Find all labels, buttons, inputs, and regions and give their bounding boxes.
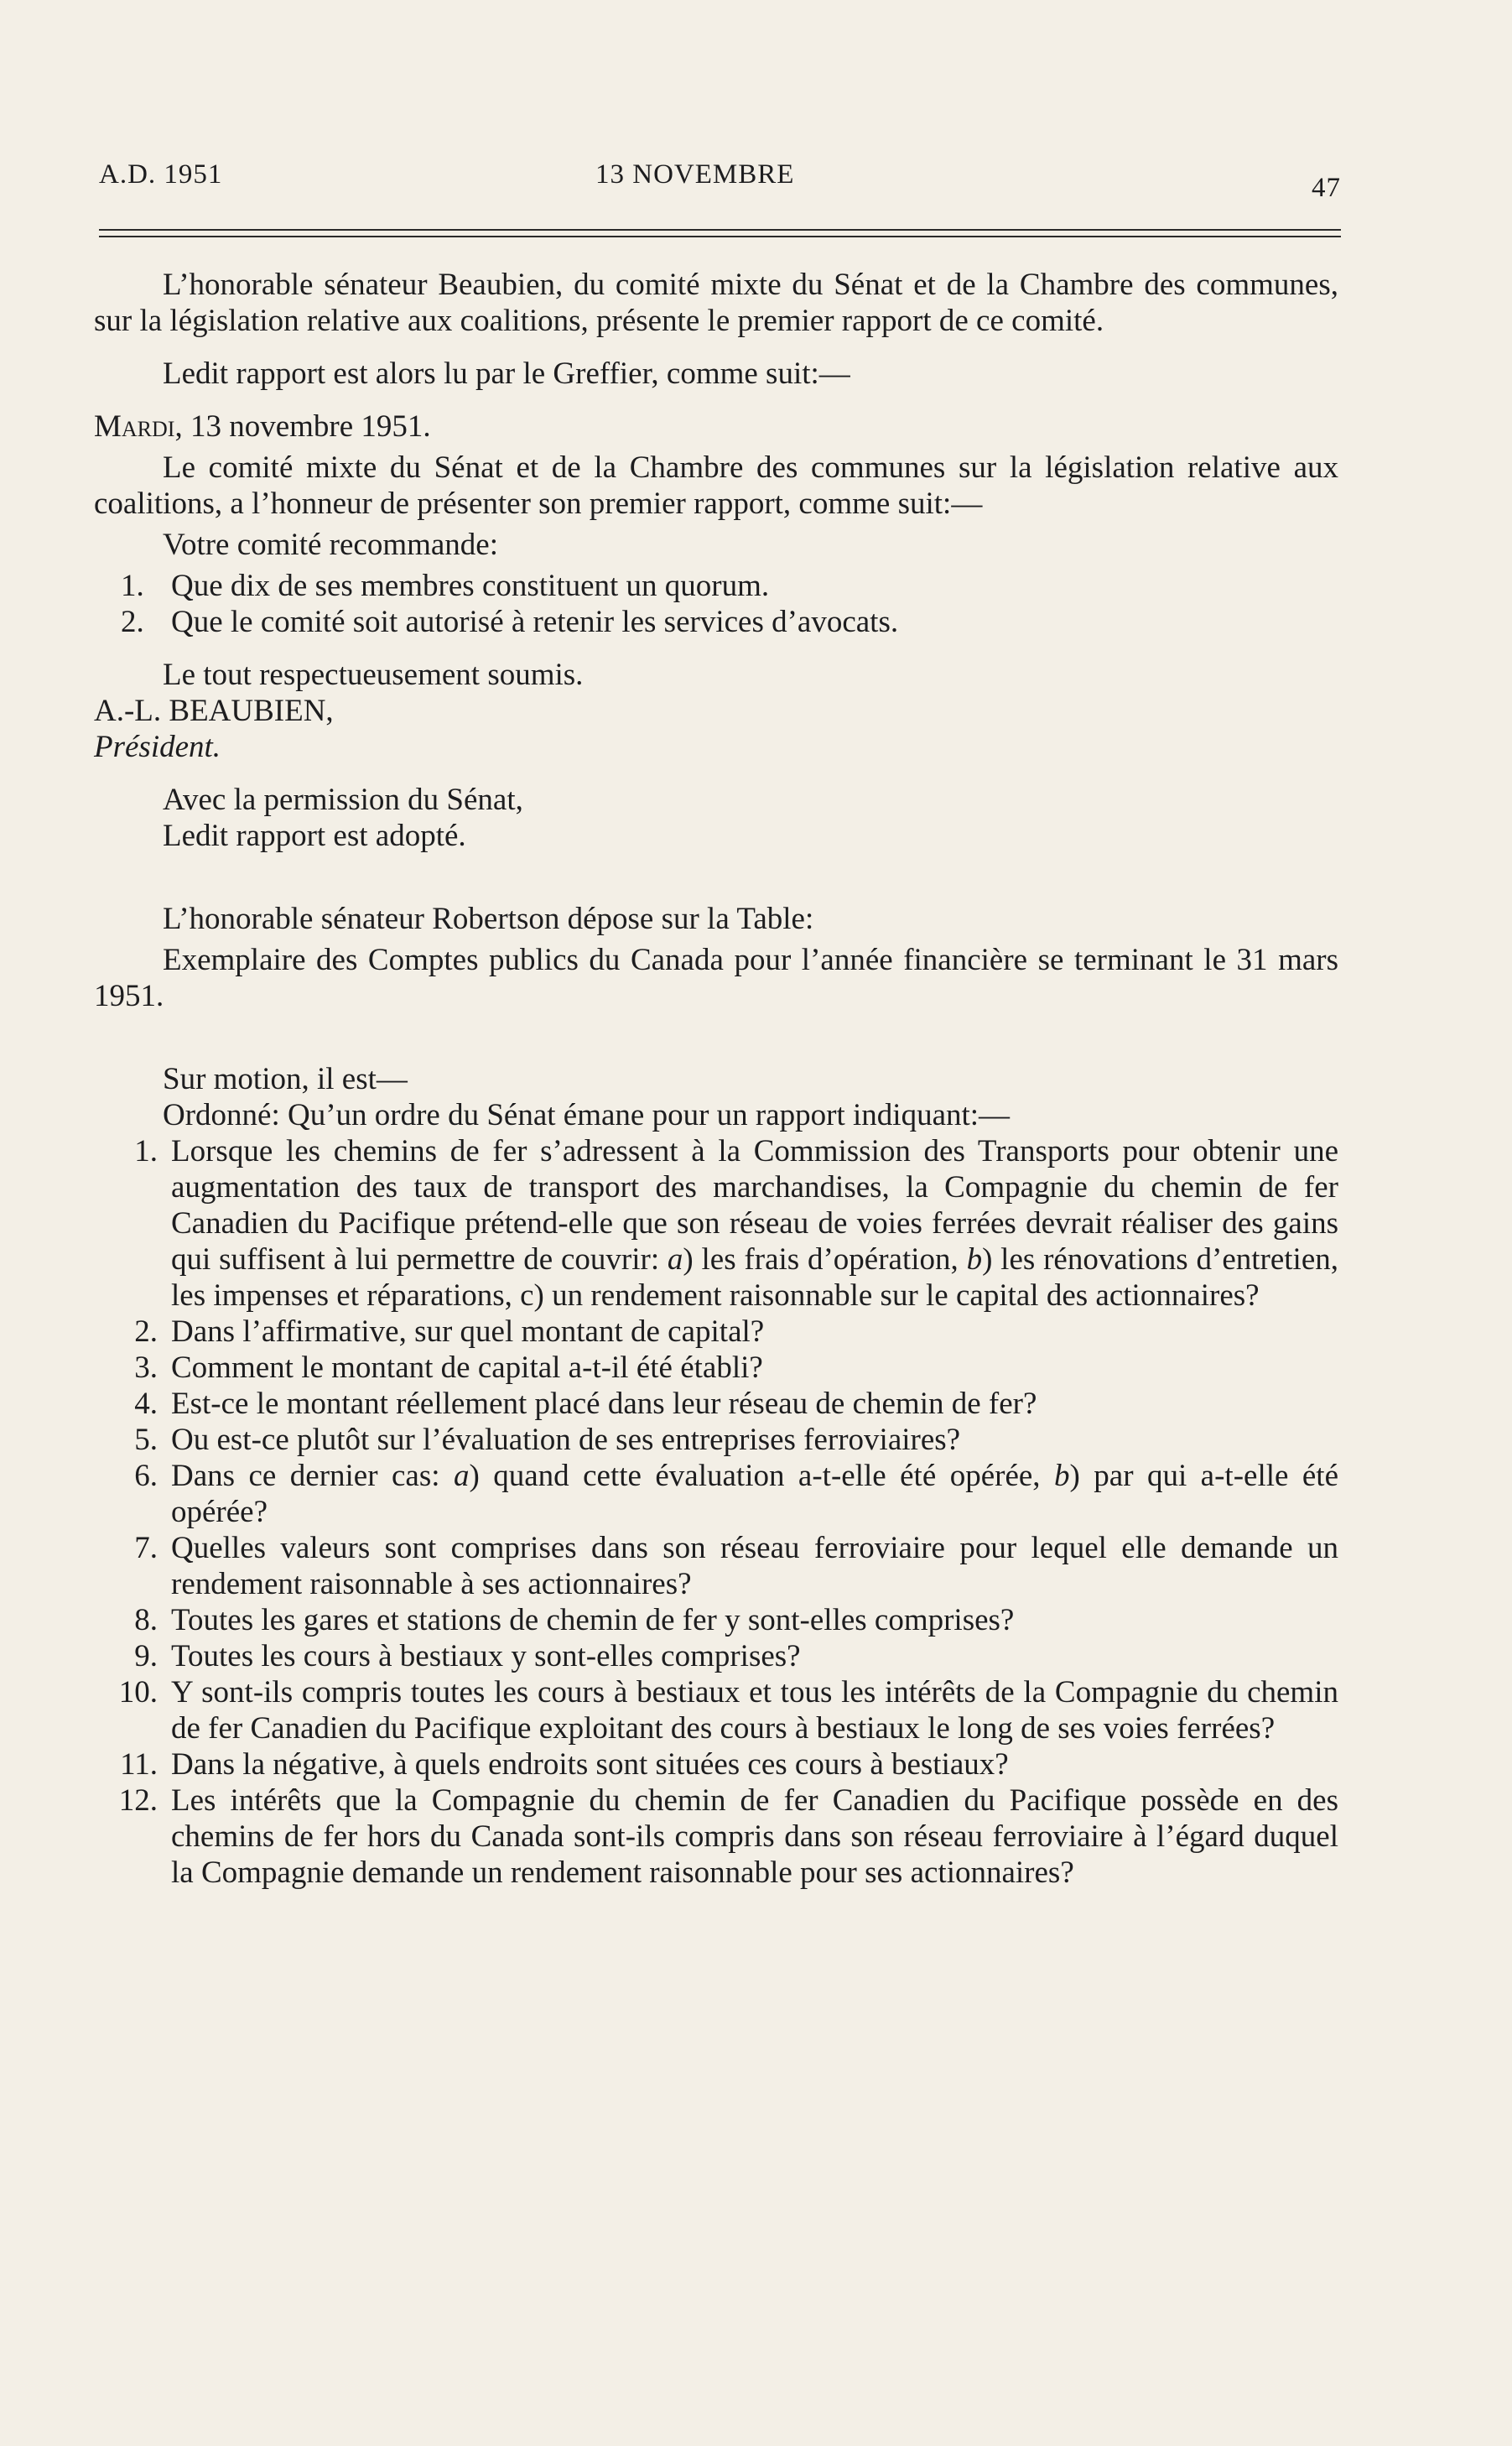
question-text-part: Y sont-ils compris toutes les cours à bestiaux et tous les intérêts de la Compagnie du chemin de fer Canadien du Pacifique exploitant des cours à bestiaux le long de ses voies ferrées? <box>171 1675 1338 1746</box>
question-text <box>171 1674 1338 1746</box>
question-text <box>171 1602 1338 1638</box>
question-number: 2. <box>134 1314 158 1349</box>
question-text-part: b <box>1054 1459 1070 1493</box>
page-number: 47 <box>1312 173 1341 203</box>
question-text <box>171 1782 1338 1891</box>
question-number: 12. <box>118 1783 158 1818</box>
report-intro-paragraph: L’honorable sénateur Beaubien, du comité mixte du Sénat et de la Chambre des communes, sur la législation relative aux coalitions, présente le premier rapport de ce comité. <box>94 268 1338 338</box>
question-item <box>94 1386 1338 1422</box>
report-read-paragraph: Ledit rapport est alors lu par le Greffier, comme suit:— <box>163 356 850 391</box>
recommendation-text: Que le comité soit autorisé à retenir les services d’avocats. <box>171 605 899 639</box>
question-text-part: b <box>966 1242 983 1277</box>
question-number: 3. <box>134 1351 158 1385</box>
question-text-part: a <box>453 1459 470 1493</box>
permission-line: Avec la permission du Sénat, <box>163 783 523 817</box>
question-text <box>171 1314 1338 1350</box>
report-date-day: Mardi <box>94 409 175 444</box>
question-text-part: Comment le montant de capital a-t-il été établi? <box>171 1351 763 1385</box>
question-text-part: Est-ce le montant réellement placé dans leur réseau de chemin de fer? <box>171 1387 1037 1421</box>
header-year: A.D. 1951 <box>99 159 223 190</box>
question-text-part: Dans l’affirmative, sur quel montant de capital? <box>171 1314 765 1349</box>
question-text-part: a <box>667 1242 683 1277</box>
question-text-part: Dans la négative, à quels endroits sont situées ces cours à bestiaux? <box>171 1747 1009 1782</box>
question-text <box>171 1422 1338 1458</box>
question-text-part: Ou est-ce plutôt sur l’évaluation de ses entreprises ferroviaires? <box>171 1423 961 1457</box>
question-text-part: Dans ce dernier cas: <box>171 1459 454 1493</box>
question-number: 5. <box>134 1423 158 1457</box>
question-number: 8. <box>134 1603 158 1637</box>
question-text-part: ) quand cette évaluation a-t-elle été opérée, <box>469 1459 1054 1493</box>
robertson-tabled-line: L’honorable sénateur Robertson dépose sur la Table: <box>163 902 814 936</box>
question-text <box>171 1386 1338 1422</box>
header-date: 13 NOVEMBRE <box>595 159 795 190</box>
robertson-item-paragraph: Exemplaire des Comptes publics du Canada pour l’année financière se terminant le 31 mars 1951. <box>94 943 1338 1013</box>
question-text <box>171 1133 1338 1314</box>
recommendations-list <box>94 568 1338 640</box>
question-number: 9. <box>134 1639 158 1673</box>
question-item <box>94 1314 1338 1350</box>
question-number: 6. <box>134 1459 158 1493</box>
question-item <box>94 1746 1338 1782</box>
report-date-rest: , 13 novembre 1951. <box>174 409 431 444</box>
question-text-part: Lorsque les chemins de fer s’adressent à la Commission des Transports pour obtenir une augmentation des taux de transport des marchandises, la Compagnie du chemin de fer Canadien du Pacifique prétend-elle que son réseau de voies ferrées devrait réaliser des gains qui suffisent à lui permettre de couvrir: <box>171 1134 1338 1277</box>
question-text-part: Toutes les cours à bestiaux y sont-elles comprises? <box>171 1639 801 1673</box>
motion-intro-line: Sur motion, il est— <box>163 1062 408 1096</box>
motion-order-line: Ordonné: Qu’un ordre du Sénat émane pour un rapport indiquant:— <box>163 1098 1011 1132</box>
question-item <box>94 1133 1338 1314</box>
running-header <box>99 159 1341 201</box>
question-text-part: ) par qui a-t-elle été opérée? <box>171 1459 1339 1529</box>
recommendation-number: 2. <box>121 605 144 639</box>
recommendation-text: Que dix de ses membres constituent un quorum. <box>171 569 770 603</box>
report-date-line <box>94 409 1338 445</box>
recommend-heading: Votre comité recommande: <box>163 528 499 562</box>
question-text <box>171 1638 1338 1674</box>
questions-list <box>94 1133 1338 1891</box>
question-text <box>171 1458 1338 1530</box>
question-text <box>171 1530 1338 1602</box>
adopted-line: Ledit rapport est adopté. <box>163 819 466 853</box>
question-item <box>94 1602 1338 1638</box>
signature-title: Président. <box>94 730 221 764</box>
question-item <box>94 1782 1338 1891</box>
recommendation-item <box>94 604 1338 640</box>
signature-name: A.-L. BEAUBIEN, <box>94 694 334 728</box>
question-text <box>171 1746 1338 1782</box>
question-number: 10. <box>118 1675 158 1710</box>
question-text-part: ) les rénovations d’entretien, les impenses et réparations, c) un rendement raisonnable sur le capital des actionnaires? <box>171 1242 1339 1313</box>
question-number: 1. <box>134 1134 158 1168</box>
question-number: 7. <box>134 1531 158 1565</box>
recommendation-number: 1. <box>121 569 144 603</box>
question-text <box>171 1350 1338 1386</box>
question-item <box>94 1530 1338 1602</box>
question-item <box>94 1458 1338 1530</box>
recommendation-item <box>94 568 1338 604</box>
question-number: 4. <box>134 1387 158 1421</box>
question-text-part: Quelles valeurs sont comprises dans son réseau ferroviaire pour lequel elle demande un rendement raisonnable à ses actionnaires? <box>171 1531 1338 1601</box>
header-rule-top <box>99 229 1341 231</box>
page-body <box>94 267 1338 1891</box>
header-rule-bottom <box>99 236 1341 237</box>
question-text-part: Toutes les gares et stations de chemin de fer y sont-elles comprises? <box>171 1603 1015 1637</box>
question-item <box>94 1350 1338 1386</box>
report-body-paragraph: Le comité mixte du Sénat et de la Chambre des communes sur la législation relative aux coalitions, a l’honneur de présenter son premier rapport, comme suit:— <box>94 450 1338 521</box>
question-item <box>94 1674 1338 1746</box>
question-item <box>94 1638 1338 1674</box>
question-number: 11. <box>120 1747 158 1782</box>
question-text-part: Les intérêts que la Compagnie du chemin de fer Canadien du Pacifique possède en des chemins de fer hors du Canada sont-ils compris dans son réseau ferroviaire à l’égard duquel la Compagnie demande un rendement raisonnable pour ses actionnaires? <box>171 1783 1338 1890</box>
question-text-part: ) les frais d’opération, <box>683 1242 967 1277</box>
submitted-line: Le tout respectueusement soumis. <box>163 658 584 692</box>
question-item <box>94 1422 1338 1458</box>
